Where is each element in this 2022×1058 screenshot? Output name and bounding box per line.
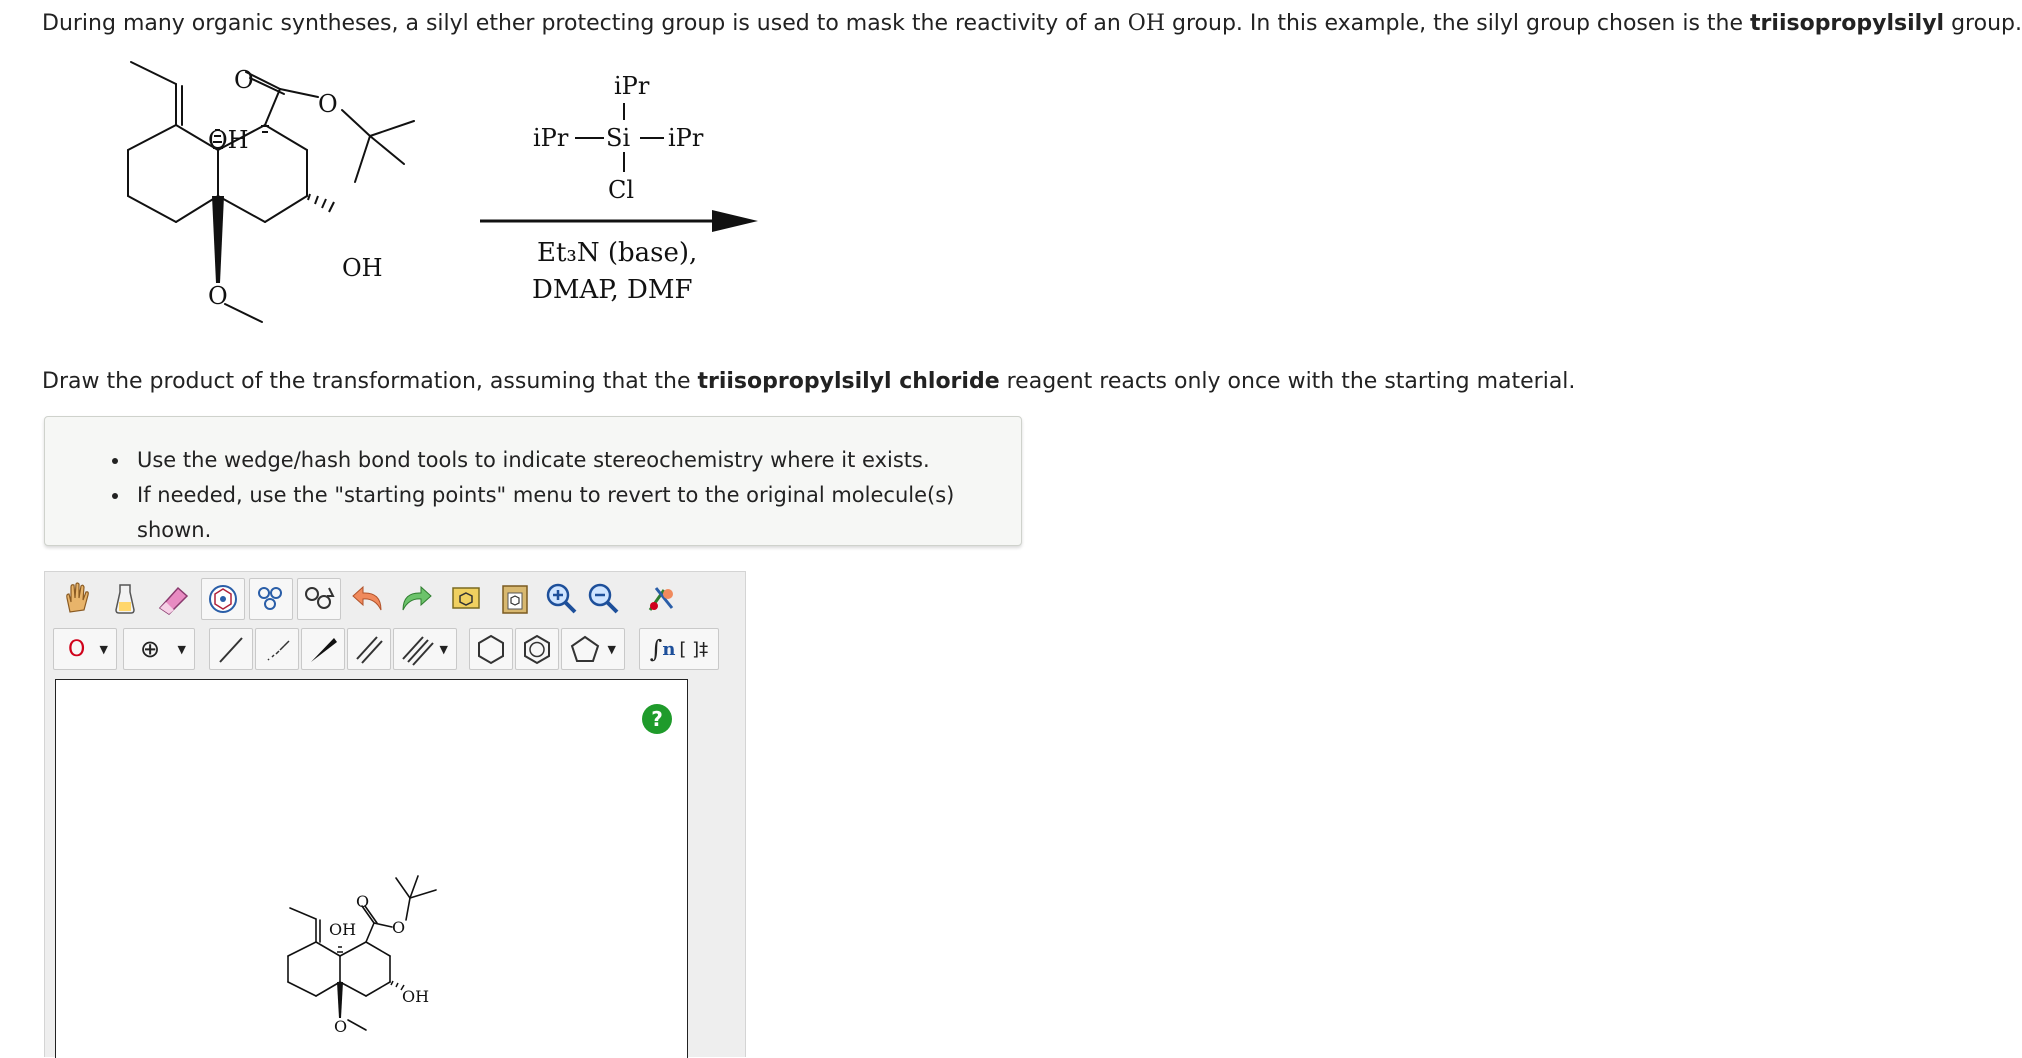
cyclopentane-icon	[568, 632, 602, 666]
methoxy-o-label: O	[208, 282, 228, 310]
sgroup-brackets-button[interactable]	[639, 628, 719, 670]
reagent-ipr-right: iPr	[668, 124, 704, 152]
eraser-tool-button[interactable]	[151, 578, 195, 620]
chevron-down-icon: ▼	[607, 642, 616, 656]
hint-box	[44, 416, 1022, 546]
canvas-methoxy-o[interactable]: O	[334, 1017, 348, 1036]
zoom-in-button[interactable]	[541, 578, 581, 620]
double-bond-icon	[352, 632, 386, 666]
redo-icon	[397, 584, 433, 614]
carbonyl-o-label: O	[234, 66, 254, 94]
hash-bond-icon	[260, 632, 294, 666]
reagent-ipr-top: iPr	[614, 72, 650, 100]
oh-right-label: OH	[342, 254, 383, 282]
atom-map-button[interactable]	[249, 578, 293, 620]
benzene-icon	[520, 632, 554, 666]
zoom-out-button[interactable]	[583, 578, 623, 620]
clean-icon	[644, 582, 678, 616]
eraser-icon	[156, 584, 190, 614]
reagent-cl: Cl	[608, 176, 635, 204]
undo-icon	[351, 584, 387, 614]
double-bond-button[interactable]	[347, 628, 391, 670]
charge-plus-icon: ⊕	[140, 635, 161, 663]
chevron-down-icon: ▼	[99, 642, 108, 656]
reagent-si: Si	[606, 124, 631, 152]
wedge-bond-icon	[306, 632, 340, 666]
conditions-line-1: Et₃N (base),	[537, 238, 698, 268]
triple-bond-dropdown[interactable]	[393, 628, 457, 670]
chain-tool-button[interactable]	[297, 578, 341, 620]
wedge-bond	[212, 196, 224, 283]
wedge-bond-button[interactable]	[301, 628, 345, 670]
hint-item: • If needed, use the "starting points" menu to revert to the original molecule(s) shown.	[131, 478, 1021, 548]
conditions-line-2: DMAP, DMF	[532, 275, 693, 305]
hint-list	[45, 443, 1021, 548]
single-bond-icon	[214, 632, 248, 666]
ring-templates-icon	[207, 583, 239, 615]
canvas-molecule[interactable]	[56, 680, 687, 1058]
reagent-ipr-left: iPr	[533, 124, 569, 152]
triple-bond-icon	[400, 632, 434, 666]
reaction-scheme	[0, 0, 1870, 360]
paste-icon	[497, 583, 533, 615]
cyclohexane-icon	[474, 632, 508, 666]
sgroup-n-label: n	[662, 638, 676, 660]
starting-material	[128, 62, 414, 322]
reaction-arrowhead	[712, 210, 758, 232]
undo-button[interactable]	[347, 578, 391, 620]
beaker-icon	[111, 582, 139, 616]
atom-select-value: O	[68, 636, 86, 662]
single-bond-button[interactable]	[209, 628, 253, 670]
sgroup-icon: ∫	[649, 635, 663, 663]
canvas-carbonyl-o[interactable]: O	[356, 892, 370, 911]
oh-top-label: OH	[208, 126, 249, 154]
chain-icon	[302, 584, 336, 614]
task-prompt: Draw the product of the transformation, assuming that the triisopropylsilyl chloride reagent reacts only once with the starting material.	[42, 369, 1576, 394]
canvas-oh-top[interactable]: OH	[329, 920, 357, 939]
hand-icon	[62, 582, 92, 616]
redo-button[interactable]	[393, 578, 437, 620]
copy-icon	[449, 583, 485, 615]
molecule-editor	[44, 571, 746, 1057]
canvas-ester-o[interactable]: O	[392, 918, 406, 937]
oh-formula: OH	[1127, 11, 1166, 36]
chevron-down-icon: ▼	[177, 642, 186, 656]
cyclopentane-dropdown[interactable]	[561, 628, 625, 670]
charge-dropdown[interactable]	[123, 628, 195, 670]
hint-item: • Use the wedge/hash bond tools to indicate stereochemistry where it exists.	[131, 443, 1021, 478]
benzene-button[interactable]	[515, 628, 559, 670]
clean-structure-button[interactable]	[639, 578, 683, 620]
atom-select-dropdown[interactable]	[53, 628, 117, 670]
atom-map-icon	[254, 584, 288, 614]
zoom-in-icon	[544, 582, 578, 616]
chevron-down-icon: ▼	[439, 642, 448, 656]
hand-tool-button[interactable]	[55, 578, 99, 620]
help-button[interactable]: ?	[642, 704, 672, 734]
hash-bond-button[interactable]	[255, 628, 299, 670]
copy-button[interactable]	[445, 578, 489, 620]
paste-button[interactable]	[493, 578, 537, 620]
brackets-icon: [ ]‡	[679, 638, 709, 660]
drawing-canvas[interactable]	[55, 679, 688, 1058]
intro-text: During many organic syntheses, a silyl ether protecting group is used to mask the reactivity of an OH group. In this example, the silyl group chosen is the triisopropylsilyl group.	[42, 11, 2022, 36]
beaker-tool-button[interactable]	[103, 578, 147, 620]
cyclohexane-button[interactable]	[469, 628, 513, 670]
ester-o-label: O	[318, 90, 338, 118]
zoom-out-icon	[586, 582, 620, 616]
tips-cl-reagent	[533, 72, 704, 204]
canvas-oh-right[interactable]: OH	[402, 987, 430, 1006]
ring-templates-button[interactable]	[201, 578, 245, 620]
